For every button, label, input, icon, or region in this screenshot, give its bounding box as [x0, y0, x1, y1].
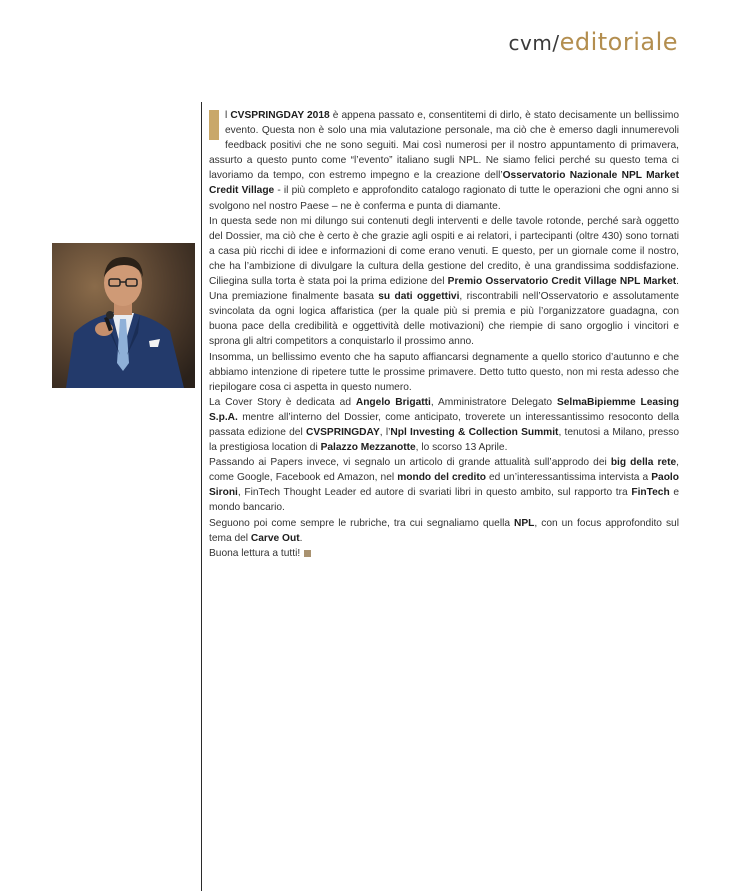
text-run: l [225, 110, 231, 121]
bold-text-run: CVSPRINGDAY [305, 426, 380, 438]
bold-text-run: su dati oggettivi [378, 291, 460, 303]
article-paragraph-6 [209, 516, 679, 546]
text-run: ed un’interessantissima intervista a [485, 472, 652, 484]
text-run: , riscontrabili nell’Osservatorio e assolutamente svincolata da ogni logica affaristica (per la quale più si premia e più l’organizzatore guadagna, con buona pace della credibilità e oggettività delle motivazioni) che riempie di sano orgoglio i vincitori e sprona gli altri competitors a conquistarlo il prossimo anno. [209, 291, 679, 348]
text-run: mentre all’interno del Dossier, come anticipato, troverete un interessantissimo resoconto della passata edizione del [209, 411, 679, 438]
drop-cap-marker [209, 110, 219, 140]
text-run: Passando ai Papers invece, vi segnalo un articolo di grande attualità sull’approdo dei [209, 457, 611, 469]
text-run: , come Google, Facebook ed Amazon, nel [209, 457, 679, 484]
column-divider [201, 102, 202, 891]
text-run: Buona lettura a tutti! [209, 547, 301, 559]
text-run: . Una premiazione finalmente basata [209, 276, 679, 303]
text-run: La Cover Story è dedicata ad [209, 396, 356, 408]
article-paragraph-2 [209, 214, 679, 350]
text-run: - il più completo e approfondito catalogo ragionato di tutte le operazioni che ogni anno si svolgono nel nostro Paese – ne è conferma e punta di diamante. [209, 185, 680, 212]
bold-text-run: Osservatorio Nazionale NPL Market Credit Village [209, 170, 679, 197]
bold-text-run: FinTech [631, 487, 670, 499]
brand-name: cvm [508, 31, 553, 55]
bold-text-run: Carve Out [250, 532, 300, 544]
header-separator: / [552, 31, 560, 55]
bold-text-run: Angelo Brigatti [355, 396, 431, 408]
bold-text-run: CVSPRINGDAY 2018 [230, 110, 330, 121]
section-header [508, 28, 678, 56]
text-run: In questa sede non mi dilungo sui contenuti degli interventi e delle tavole rotonde, perché sarà oggetto del Dossier, ma ciò che è certo è che grazie agli ospiti e ai relatori, i partecipanti (oltre 430) sono tornati a casa più ricchi di idee e informazioni di come erano venuti. E questo, per un giornale come il nostro, che ha l’ambizione di divulgare la cultura della gestione del credito, è una grandissima soddisfazione. Ciliegina sulla torta è stata poi la prima edizione del [209, 215, 679, 288]
text-run: Seguono poi come sempre le rubriche, tra cui segnaliamo quella [209, 517, 515, 529]
text-run: , con un focus approfondito sul tema del [209, 517, 679, 544]
bold-text-run: mondo del credito [397, 472, 486, 484]
text-run: , lo scorso 13 Aprile. [415, 442, 508, 454]
text-run: , FinTech Thought Leader ed autore di svariati libri in questo ambito, sul rapporto tra [237, 487, 632, 499]
author-photo [52, 243, 195, 388]
text-run: . [299, 532, 303, 544]
end-of-article-marker [304, 550, 311, 557]
text-run: , l’ [379, 426, 391, 438]
bold-text-run: Palazzo Mezzanotte [320, 442, 416, 454]
bold-text-run: Paolo Sironi [209, 472, 679, 499]
bold-text-run: big della rete [610, 457, 677, 469]
section-title: editoriale [559, 28, 678, 56]
article-paragraph-4 [209, 395, 679, 455]
text-run: , tenutosi a Milano, presso la prestigiosa location di [209, 426, 680, 454]
bold-text-run: SelmaBipiemme Leasing S.p.A. [209, 396, 679, 423]
text-run: e mondo bancario. [209, 487, 680, 514]
article-paragraph-7 [209, 546, 679, 561]
editorial-article [209, 108, 679, 561]
bold-text-run: Npl Investing & Collection Summit [390, 426, 559, 438]
article-paragraph-3 [209, 350, 679, 395]
text-run: Insomma, un bellissimo evento che ha saputo affiancarsi degnamente a quello storico d’autunno e che abbiamo intenzione di ripetere tutte le prossime primavere. Detto tutto questo, non mi resta adesso che riepilogare cosa ci aspetta in questo numero. [209, 351, 679, 393]
bold-text-run: Premio Osservatorio Credit Village NPL Market [447, 276, 677, 288]
article-paragraph-5 [209, 455, 679, 515]
article-paragraph-1 [209, 108, 679, 214]
bold-text-run: NPL [514, 517, 535, 529]
text-run: è appena passato e, consentitemi di dirlo, è stato decisamente un bellissimo evento. Questa non è solo una mia valutazione personale, ma ciò che è emerso dagli innumerevoli feedback positivi che ne sono seguiti. Mai così numerosi per il nostro appuntamento di primavera, assurto a questo punto come “l’evento” italiano sugli NPL. Ne siamo felici perché su questo tema ci lavoriamo da tempo, con estremo impegno e la creazione dell’ [209, 110, 680, 182]
text-run: , Amministratore Delegato [430, 396, 557, 408]
